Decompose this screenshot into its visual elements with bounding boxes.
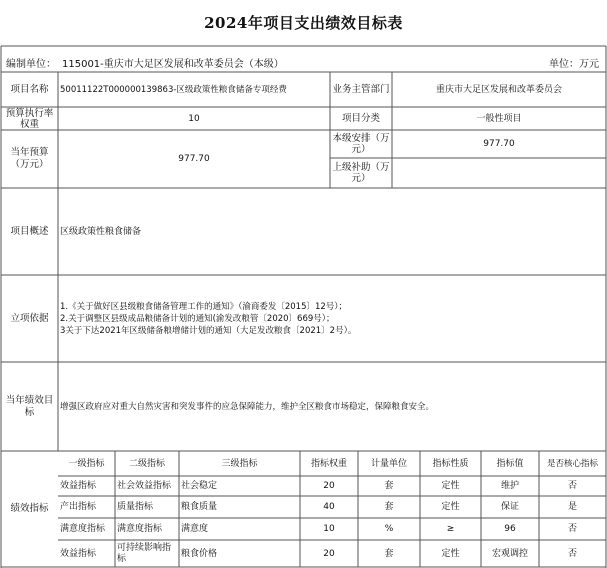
indicator-level1: 效益指标: [60, 481, 97, 491]
indicator-core: 否: [567, 481, 577, 491]
indicator-level3: 满意度: [181, 524, 209, 534]
indicator-level2: 满意度指标: [117, 524, 163, 534]
indicator-weight: 20: [323, 548, 335, 559]
indicator-header: 二级指标: [128, 458, 165, 469]
indicator-level3: 社会稳定: [181, 481, 218, 491]
indicator-header: 一级指标: [68, 458, 105, 469]
basis-line: 2.关于调整区县级成品粮储备计划的通知(渝发改粮管〔2020〕669号）；: [60, 313, 335, 324]
indicator-header: 三级指标: [221, 458, 258, 469]
weight-label: 预算执行率权重: [5, 107, 54, 130]
local-budget-value: 977.70: [483, 139, 515, 149]
dept-value: 重庆市大足区发展和改革委员会: [435, 84, 562, 95]
unit-value: 115001-重庆市大足区发展和改革委员会（本级）: [62, 59, 284, 70]
indicator-level1: 效益指标: [60, 548, 97, 559]
overview-value: 区级政策性粮食储备: [60, 226, 142, 237]
indicator-level2: 可持续影响指标: [117, 542, 172, 564]
indicator-nature: ≥: [446, 524, 455, 534]
weight-value: 10: [188, 113, 200, 124]
indicator-header: 是否核心指标: [546, 458, 598, 469]
goal-label: 当年绩效目标: [5, 394, 54, 418]
indicator-core: 否: [567, 524, 577, 534]
indicator-weight: 40: [323, 502, 335, 512]
indicator-weight: 10: [323, 524, 335, 534]
indicators-label: 绩效指标: [10, 503, 49, 514]
goal-value: 增强区政府应对重大自然灾害和突发事件的应急保障能力，维护全区粮食市场稳定，保障粮食安全。: [60, 401, 435, 412]
unit-label: 编制单位：: [6, 59, 56, 70]
basis-line: 1.《关于做好区县级粮食储备管理工作的通知》（渝商委发〔2015〕12号）；: [60, 301, 348, 312]
indicator-nature: 定性: [441, 481, 460, 491]
indicator-core: 是: [567, 502, 577, 512]
indicator-weight: 20: [323, 481, 335, 491]
indicator-level1: 满意度指标: [60, 524, 106, 534]
indicator-header: 指标权重: [310, 458, 347, 469]
project-name-label: 项目名称: [10, 83, 49, 95]
indicator-level3: 粮食质量: [181, 502, 218, 512]
upper-subsidy-value: [392, 158, 606, 188]
category-label: 项目分类: [341, 112, 380, 124]
indicator-level2: 质量指标: [117, 502, 154, 512]
indicator-value: 96: [504, 524, 516, 534]
indicator-unit: 套: [384, 548, 394, 559]
budget-value: 977.70: [178, 154, 210, 164]
indicator-value: 维护: [500, 481, 519, 491]
project-name-value: 50011122T000000139863-区级政策性粮食储备专项经费: [60, 84, 287, 95]
overview-label: 项目概述: [10, 225, 49, 237]
indicator-nature: 定性: [441, 548, 460, 559]
indicator-nature: 定性: [441, 502, 460, 512]
indicator-value: 保证: [500, 502, 519, 512]
indicator-header: 指标值: [496, 458, 524, 469]
page-title: 2024年项目支出绩效目标表: [204, 14, 403, 32]
basis-label: 立项依据: [10, 312, 49, 324]
local-budget-label: 本级安排（万元）: [332, 133, 390, 155]
upper-subsidy-label: 上级补助（万元）: [332, 162, 390, 184]
budget-label: 当年预算（万元）: [10, 147, 49, 170]
indicator-unit: 套: [384, 502, 394, 512]
currency-unit: 单位：万元: [549, 59, 599, 70]
dept-label: 业务主管部门: [332, 83, 390, 95]
indicator-header: 指标性质: [432, 458, 469, 469]
indicator-level3: 粮食价格: [181, 548, 218, 559]
indicator-core: 否: [567, 548, 577, 559]
indicator-level2: 社会效益指标: [117, 481, 172, 491]
basis-line: 3关于下达2021年区级储备粮增储计划的通知（大足发改粮食〔2021〕2号）。: [60, 325, 357, 336]
indicator-header: 计量单位: [370, 458, 407, 469]
basis-list: [58, 275, 606, 362]
indicator-unit: 套: [384, 481, 394, 491]
indicator-value: 宏观调控: [491, 548, 528, 559]
indicator-level1: 产出指标: [60, 502, 97, 512]
category-value: 一般性项目: [476, 113, 522, 124]
indicator-unit: %: [384, 524, 394, 534]
